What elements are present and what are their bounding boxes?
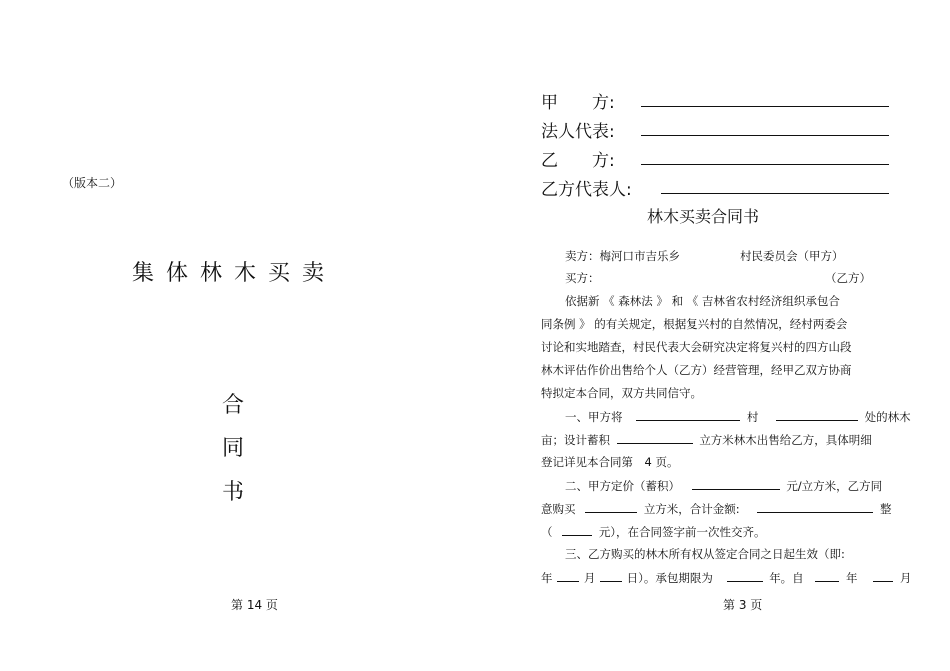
clause-1-line-1	[565, 408, 911, 425]
clause-text: 整	[880, 502, 892, 516]
party-row-party-b-rep	[541, 175, 632, 200]
cover-char-1: 合	[222, 393, 245, 418]
right-page	[475, 0, 950, 671]
party-b-rep-line	[661, 193, 889, 194]
seller-line	[565, 248, 844, 264]
volume-blank[interactable]	[617, 431, 693, 444]
start-month-blank[interactable]	[873, 569, 893, 582]
party-label: 法人代表:	[541, 122, 615, 142]
term-years-blank[interactable]	[727, 569, 763, 582]
amount-figure-blank[interactable]	[562, 523, 592, 536]
party-label: 甲 方:	[541, 93, 615, 113]
clause-text: 意购买	[541, 502, 576, 516]
day-blank[interactable]	[600, 569, 622, 582]
para-line: 林木评估作价出售给个人（乙方）经营管理，经甲乙双方协商	[541, 363, 852, 377]
para-line: 依据新 《 森林法 》 和 《 吉林省农村经济组织承包合	[565, 294, 840, 308]
clause-text: 年	[846, 571, 858, 585]
left-page-number: 第 14 页	[231, 598, 278, 612]
cover-char-2: 同	[222, 436, 245, 461]
start-year-blank[interactable]	[815, 569, 839, 582]
clause-2-line-1	[565, 477, 882, 494]
seller-committee: 村民委员会（甲方）	[740, 249, 844, 263]
clause-text: 处的林木	[864, 410, 911, 424]
clause-text: 二、甲方定价（蓄积）	[565, 479, 680, 493]
location-blank[interactable]	[776, 408, 858, 421]
clause-text: 年。自	[769, 571, 804, 585]
party-label: 乙方代表人:	[541, 180, 632, 200]
cover-title: 集体林木买卖	[132, 261, 337, 286]
clause-3-line-2	[541, 569, 911, 586]
clause-1-line-3: 登记详见本合同第 4 页。	[541, 455, 679, 469]
clause-3-line-1: 三、乙方购买的林木所有权从签定合同之日起生效（即:	[565, 547, 845, 561]
party-label: 乙 方:	[541, 151, 615, 171]
clause-text: 元/立方米，乙方同	[786, 479, 883, 493]
party-row-party-a	[541, 88, 615, 113]
clause-text: 亩；设计蓄积	[541, 433, 610, 447]
clause-text: 月	[583, 571, 596, 585]
para-line: 同条例 》 的有关规定，根据复兴村的自然情况，经村两委会	[541, 317, 848, 331]
month-blank[interactable]	[557, 569, 579, 582]
party-row-party-b	[541, 146, 615, 171]
buyer-line	[565, 270, 600, 286]
version-label: （版本二）	[62, 176, 123, 190]
clause-text: 元），在合同签字前一次性交齐。	[598, 525, 766, 539]
village-blank[interactable]	[636, 408, 740, 421]
clause-text: （	[541, 525, 553, 539]
unit-price-blank[interactable]	[692, 477, 780, 490]
clause-text: 一、甲方将	[565, 410, 623, 424]
clause-1-line-2	[541, 431, 872, 448]
document-title: 林木买卖合同书	[647, 207, 760, 226]
para-line: 特拟定本合同，双方共同信守。	[541, 386, 702, 400]
party-b-line	[641, 164, 889, 165]
clause-text: 日）。承包期限为	[626, 571, 713, 585]
buyer-label: 买方：	[565, 271, 600, 285]
party-a-line	[641, 106, 889, 107]
seller-label: 卖方：梅河口市吉乐乡	[565, 249, 680, 263]
clause-text: 月	[899, 571, 912, 585]
cover-char-3: 书	[222, 480, 245, 505]
para-line: 讨论和实地踏查，村民代表大会研究决定将复兴村的四方山段	[541, 340, 852, 354]
buyer-suffix: （乙方）	[825, 271, 871, 285]
party-row-legal-rep	[541, 117, 615, 142]
quantity-blank[interactable]	[585, 500, 637, 513]
right-page-number: 第 3 页	[723, 598, 763, 612]
clause-2-line-3	[541, 523, 766, 540]
clause-text: 立方米，合计金额:	[643, 502, 740, 516]
legal-rep-line	[641, 135, 889, 136]
clause-text: 立方米林木出售给乙方，具体明细	[699, 433, 872, 447]
clause-text: 年	[541, 571, 553, 585]
total-amount-blank[interactable]	[757, 500, 873, 513]
clause-text: 村	[746, 410, 759, 424]
clause-2-line-2	[541, 500, 892, 517]
